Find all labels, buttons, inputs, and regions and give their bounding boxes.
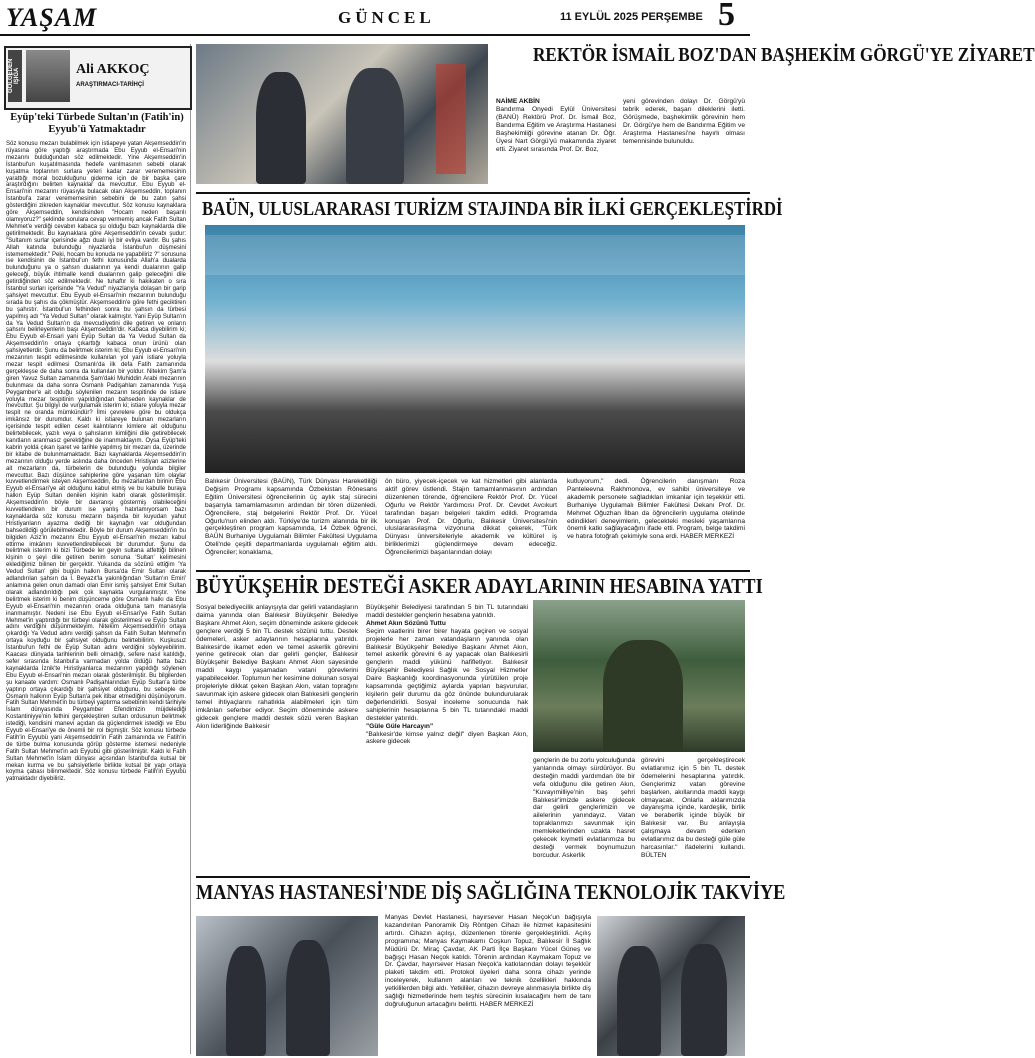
article2-text-c: kutluyorum," dedi. Öğrencilerin danışmanı Roza Pantelеevna Rakhmonova, ev sahibi üniversiteye ve akademik personele sağladıkları imkanlar için teşekkür etti. Burhaniye Uygulamalı Bilimler Fakültesi Dekanı Prof. Dr. Mehmet Oğuzhan İlban da öğrencilerin uygulama otelinde edindikleri deneyimlerin, gelecekteki mesleki yaşamlarına önemli katkı sağlayacağını ifade etti. Program, belge takdimi ve hatıra fotoğrafı çekimiyle sona erdi. HABER MERKEZİ [567, 478, 745, 541]
column-body: Söz konusu mezarı bulabilmek için istiареye yatan Akşemseddin'in rüyasına göre yaptığı araştırmada Ebu Eyyub el-Ensari'nin mezarını bulduğundan söz edilmektedir. Yine Akşemseddin'in İstanbul'un kuşatılmasında hedefe varılmasının sebebi olarak kuşatma toplarının surlara yeteri kadar zarar verememesinin yarattığı moral bozukluğunu giderme için de bir başka çare araştırdığını belirten kaynaklar da mevcuttur. Ebu Eyyub el-Ensari'nin mezarını rüyasıyla bulacak olan Akşemseddin, toplanın İstanbul'a zarar verememesinin sebebini de bu zatın şahsi gösterdiğini zikreden kaynaklar mevcuttur. Söz konusu kaynaklara göre Akşemseddin, kendisinden "Hocam neden başarılı olamıyoruz?" şeklinde sorulara cevap vermemiş ancak Fatih Sultan Mehmet'e verdiği cevabın kabaca şu olduğu bazı kaynaklarda dile getirilmektedir. Bu kaynaklara göre Akşemseddin'in cevabı şudur: "Sultanım surlar içerisinde ağzı dualı iyi bir evliya vardır. Bu şahıs Allah katında bulunduğu niyazlarda İstanbul'un düşmesini istememektedir." Peki, hocam bu konuda ne yapabiliriz ?" sorusuna ise kendisinin de İstanbul'un fethi konusunda Allah'a dualarda bulunduğunu ya o şahsın dualarının ya kendi dualarının galip geleceği, büyük ihtimalle kendi dualarının galip geleceğini dile getirdiğinden söz edilmektedir. Ne tuhaftır ki hakikaten o sıra İstanbul surları içerisinde "Ya Vedud" niyazlarıyla dolaşan bir garip şahsiyet mevcuttur. Ebu Eyyub el-Ensari'nin mezarının bulunduğu sırada bu şahıs da çökmüştür. Akşemseddin'e göre fethi geciktiren bu şahıstır. İstanbul'un fethinden sonra bu şahsın da türbesi yapılmış adı "Ya Vedud Sultan" olarak kalmıştır. Yani Eyüp Sultan'ın da Ya Vedud Sultan'ın da mevcudiyetini dile getiren ve onların şahsını belirleyenlerin başı Akşemseddin'dir. Kabaca diyebilirim ki; Ebu Eyyub el-Ensari yani Eyüp Sultan da Ya Vedud Sultan da Akşemseddin'in ortaya çıkarttığı kabaca onun ürünü olan şahsiyetlerdir. Şunu da belirtmek isterim ki; Ebu Eyyub el-Ensari'nin mezarının tespit edilmesinde kullanılan yol yani istiare yoluyla mezar tespit edilmesi Osmanlı'da ilk defa Fatih zamanında gerçekleşse de daha sonra da kullanılan bir yoldur. Nitekim Şam'a giren Yavuz Sultan zamanında Şam'daki Muhiddin Arabi mezarının bulunması da daha sonra Osmanlı Padişahları zamanında Yuşa Peygamber'e ait olduğu söylenilen mezarın tespitinde de istiare yoluyla mezar tespitinin yapıldığından bahseden kaynaklar de mevcuttur. Şu bilgiyi de vurgulamak isterim ki; istiare yoluyla mezar tespit ne oranda mümkündür? İlmi çevrelere göre bu oldukça imkânsız bir durumdur. Kaldı ki istiareye bulunan mezarların içerisinde tespit edilen ceset kalıntılarını kimlere ait olduğunu belirtebilecek, yazılı veya o şahıslarıın kimliğini dile getirebilecek kanıtların aranmasız gerektiğine de inanmaktayım. Oysa Eyüp'teki kabrin yoldá çıkan işaret ve tarihle yapılmış bir mezarı da, üzerinde bir kitabe de bulunmamaktadır. Bazı kaynaklarda Akşemseddin'in mezarının olduğu yerde aslında daha önceden Hristiyan azizlerine ait mezarların da, türbelerin de bulunduğu yolunda bilgiler mevcuttur. Bazı düşünce sahiplerine göre yaşanan tüm olaylar kuvvetlendirmek isteyen Akşemseddin, bu mezarlardan birinin Ebu Eyyub el-Ensari'ye ait olduğunu kabul etmiş ve bu kabulle buraya halkın Eyüp Sultan denilen kişinin kabri olarak gösterilmiştir. Akşemseddin'in böyle bir davranışı göstermiş olabileceğini kuvvetlendiren bir durum ise yanlış hatırlamıyorsam bazı kaynaklarda söz konusu mezarın başında bir kuyudan yahut Hristiyanların ayazma dediği bir kaynağın var olduğundan bahsedildiği görülebilmektedir. Böyle bir durum Akşemseddin'in bu bilgiden Aziz'in mezarını Ebu Eyyub el-Ensari'nin mezarı kabul ettirme imkânını kuvvetlendirebilecek bir durumdur. Şunu da belirtmek isterim ki bizi Türbede ler geyin sultana atfettiği bilinen kişinin o şeyi dile getiren benim sonuna 'Sultan' kelimesini eklediğimiz bilinen bir gerçektir. Yukarıda da sözünü ettiğim 'Ya Vedud Sultan' gibi bugün halkın Bursa'da Emir Sultan olarak adlandırılan şahsın da I. Beyazıt'la yakınlığından 'Sultan'ın Emiri' anlamına gelen onun damadı olan Emir ismiş şahsiyet Emir Sultan olarak adlandırıldığı pek çok kaynakta vurgulanmıştır. Yine belirtmek isterim ki benim düşünceme göre Osmanlı halkı da Ebu Eyyub el-Ensari'nin mezarının orada olduğuna tam manasıyla inanmamıştır. Nedeni ise Ebu Eyyub el-Ensari'ye Fatih Sultan Mehmet'in yaptırdığı bir türbeyi olarak gösterilmesi ve Eyüp Sultan adını verdiğini düşünmekteyim. Nitekim Akşemseddin'in ortaya çıkardığı Ya Vedud adını verdiği şahsın da Fatih Sultan Mehmet'in ortaya koyduğu bir şahsiyet olduğunu belirtebilirim. Kuşkusuz İstanbul'un fethi de Eyüp Sultan adını verdiğini söyleyebilirim. Kaacası dünyada tarihlerinin belli olmadığı, sefere nasıl katıldığı, sefer sırasında İstanbul'a varmadan yolda öldüğü hatta bazı kaynaklarda İznik'te Hıristiyanlarca mezarının yapıldığı söylenen Ebu Eyyub el-Ensari'nin mezarı olarak gösterilmiştir. Bu bilgilerden şu kanaate vardım: Osmanlı Padişahlarından Eyüp Sultan'a türbe yaptırıp ortaya çıkardığı bir şahsiyet olduğunu, bu sebeple de Osmanlı halkının Eyüp Sultan'a pek itibar etmediğini düşünüyorum. Fatih Sultan Mehmet'in bu türbeyi yaptırma sebebinin kendi tarihiyle İslam dünyasında Peygamber Efendimizin müjdelediği Kostantiniyye'nin fethini gerçekleştiren sultan ordusunun belirtmek istediği, kendisini manevi açıdan da güçlendirmek istediği ve Ebu Eyyub el-Ensari'ye de önemli bir rol biçmiştir. Söz konusu türbede Fatih'in Eyyubü yani Akşemseddin'in Fatih zamanında ve Fatih'in de türbe bulma konusunda görüp gösterme istemesi nedeniyle Fatih Sultan Mehmet'in adı Eyyubü gibi gösterilmiştir. Kaldı ki Fatih Sultan Mehmet'in İslam dünyası açısından İstanbul'da kutsal bir mekan kurma ve bu şahsiyetlerle birlikte kutsal bir yapı ortaya koyma çabası bilinmektedir. Söz konusu türbede Fatih'in Eyyubü yatmaktadır diyebiliriz. [6, 141, 186, 783]
article3-subhead-b: Ahmet Akın Sözünü Tuttu [366, 619, 446, 627]
author-photo [26, 50, 70, 102]
article3-subhead-b2: "Güle Güle Harcayın" [366, 722, 434, 730]
hospital-ceremony-photo [196, 916, 378, 1056]
article3-text-a: Sosyal belediyecilik anlayışıyla dar gelirli vatandaşların daima yanında olan Balıkesir Büyükşehir Belediye Başkanı Ahmet Akın, seçim döneminde askere gidecek gençlere verdiği 5 bin TL destek sözünü tuttu. Destek ödemeleri, asker adaylarının hesaplarına yatırıldı. Balıkesir'de ikamet eden ve temel askerlik görevini yerine getirecek olan dar gelirli gençler, Balıkesir Büyükşehir Belediye Başkanı Ahmet Akın sayesinde maddi kaygı yaşamadan vatani görevlerini yapabilecekler. Toplumun her kesimine dokunan sosyal projeleriyle dikkat çeken Başkan Akın, vatan toprağını savunmak için askere gidecek olan Balıkesirli gençlerin temel ihtiyaçlarını rahatlıkla alabilmeleri için tüm imkânları seferber ediyor. Seçim döneminde askere gidecek gençlere maddi destek sözü veren Başkan Akın liderliğinde Balıkesir [196, 604, 358, 730]
column-tag: GÖLGEDEN IŞIĞA [8, 50, 22, 102]
article3-text-b: Büyükşehir Belediyesi tarafından 5 bin TL tutarındaki maddi destekler gençlerin hesabına yatırıldı. [366, 604, 528, 619]
article1-text-b: yeni görevinden dolayı Dr. Görgü'yü tebrik ederek, başarı dileklerini iletti. Görüşmede, başhekimlik görevinin hem Dr. Görgü'ye hem de Bandırma Eğitim ve Araştırma Hastanesi'ne hayırlı olması temennisinde bulunuldu. [623, 98, 745, 145]
article1-byline: NAİME AKBİN [496, 98, 540, 105]
rector-visit-photo [196, 44, 488, 184]
soldier-salute-photo [533, 600, 745, 752]
article4-text: Manyas Devlet Hastanesi, hayırsever Hasan Neçok'un bağışıyla kazandırılan Panoramik Diş Röntgen Cihazı ile hizmet kapasitesini artırdı. Cihazın açılışı, düzenlenen törenle gerçekleştirildi. Açılış programına; Manyas Kaymakamı Coşkun Topuz, Balıkesir İl Sağlık Müdürü Dr. Miraç Çavdar, AK Parti İlçe Başkanı Yücel Güneş ve bağışçı Hasan Neçok katıldı. Törenin ardından Kaymakam Topuz ve Dr. Çavdar, hayırsever Hasan Neçok'a katkılarından dolayı teşekkür plaketi takdim etti. Protokol üyeleri daha sonra cihazı yerinde inceleyerek, kullanım alanları ve teknik özellikleri hakkında yetkililerden bilgi aldı. Yetkililer, cihazın devreye alınmasıyla birlikte diş sağlığı hizmetlerinde hem teşhis sürecinin kısalacağını hem de tanı doğruluğunun artacağını belirtti. HABER MERKEZİ [385, 914, 591, 1008]
article3-text-b2: Seçim vaatlerini birer birer hayata geçiren ve sosyal projelerle her zaman vatandaşların yanında olan Balıkesir Büyükşehir Belediye Başkanı Ahmet Akın, temel askerlik görevini 6 ay yapacak olan Balıkesirli gençlerin maddi yükünü hafifletiyor. Balıkesir Büyükşehir Belediyesi Sağlık ve Sosyal Hizmetler Daire Başkanlığı koordinasyonunda yürütülen proje kapsamında geçtiğimiz aylarda yapılan başvurular, kişilerin gelir durumu da göz önünde bulundurularak değerlendirildi. Sosyal inceleme sonucunda hak sahiplerinin hesaplarına 5 bin TL tutarındaki maddi destekler yatırıldı. [366, 627, 528, 722]
section-title: GÜNCEL [338, 8, 435, 27]
issue-date: 11 EYLÜL 2025 PERŞEMBE [560, 11, 703, 23]
article1-text-a: Bandırma Onyedi Eylül Üniversitesi (BANÜ) Rektörü Prof. Dr. İsmail Boz, Bandırma Eğitim ve Araştırma Hastanesi Başhekimliği görevine atanan Dr. Öğr. Üyesi Nart Görgü'yü makamında ziyaret etti. Ziyaret sırasında Prof. Dr. Boz, [496, 106, 616, 153]
article3-col-b [366, 604, 528, 870]
column-title: Eyüp'teki Türbede Sultan'ın (Fatih'in) Eyyub'ü Yatmaktadır [10, 112, 184, 135]
article2-text-b: ön büro, yiyecek-içecek ve kat hizmetleri gibi alanlarda aktif görev üstlendi. Stajın tamamlanmasının ardından düzenlenen törende, öğrencilere Rektör Prof. Dr. Yücel Oğurlu ve Rektör Yardımcısı Prof. Dr. Cevdet Avcıkurt tarafından başarı belgeleri takdim edildi. Programda konuşan Prof. Dr. Oğurlu, Balıkesir Üniversitesi'nin uluslararasılaşma vizyonuna dikkat çekerek, "Türk Dünyası üniversiteleriyle akademik ve kültürel iş birliklerimizi güçlendirmeye devam edeceğiz. Öğrencilerimizi başarılarından dolayı [385, 478, 557, 557]
newspaper-logo: YAŞAM [6, 3, 98, 32]
author-role: ARAŞTIRMACI-TARİHÇİ [76, 82, 144, 88]
article2-text-a: Balıkesir Üniversitesi (BAÜN), Türk Dünyası Hareketliliği Değişim Programı kapsamında Özbekistan Rönesans Eğitim Üniversitesi öğrencilerinin üç aylık staj sürecini başarıyla tamamlamasının ardından bir tören düzenledi. Öğrencilere, staj belgelerini Rektör Prof. Dr. Yücel Oğurlu'nun elinden aldı. Türkiye'de turizm alanında bir ilk gerçekleştiren program kapsamında, 14 Özbek öğrenci, BAÜN Burhaniye Uygulamalı Bilimler Fakültesi Uygulama Oteli'nde çeşitli departmanlarda uygulamalı eğitim aldı. Öğrenciler; konaklama, [205, 478, 377, 557]
article2-headline: BAÜN, ULUSLARARASI TURİZM STAJINDA BİR İLKİ GERÇEKLEŞTİRDİ [202, 198, 783, 220]
article3-headline: BÜYÜKŞEHİR DESTEĞİ ASKER ADAYLARININ HESABINA YATTI [196, 574, 763, 598]
article2-top-rule [196, 192, 750, 194]
article3-text-b3: "Balıkesir'de kimse yalnız değil" diyen Başkan Akın, askere gidecek [366, 730, 528, 746]
article3-text-d: görevini gerçekleştirecek evlatlarımız için 5 bin TL destek ödemelerini hesaplarına yatırdık. Gençlerimiz vatan görevine başlarken, akıllarında maddi kaygı olmayacak. Onlarla aklarımızda dayanışma içinde, kardeşlik, birlik ve beraberlik içinde büyük bir Balıkesir var. Bu anlayışla çalışmaya devam ederken evlatlarımız da bu desteği güle güle harcasınlar." ifadelerini kullandı. BÜLTEN [641, 757, 745, 859]
page-number: 5 [718, 0, 735, 33]
plaque-presentation-photo [597, 916, 745, 1056]
internship-ceremony-photo [205, 225, 745, 473]
article3-text-c: gençlerin de bu zorlu yolculuğunda yanlarında olmayı sürdürüyor. Bu desteğin maddi yardımdan öte bir vefa olduğunu dile getiren Akın, "Kuvayımilliye'nin baş şehri Balıkesir'imizde askere gidecek dar gelirli gençlerimizin ve ailelerinin yanındayız. Vatan topraklarımızı savunmak için memleketlerinden uzakta hasret çekecek kıymetli evlatlarımıza bu desteği vermek boynumuzun borcudur. Askerlik [533, 757, 635, 859]
author-name: Ali AKKOÇ [76, 62, 150, 77]
article1-headline: REKTÖR İSMAİL BOZ'DAN BAŞHEKİM GÖRGÜ'YE ZİYARET [533, 44, 1035, 66]
article3-top-rule [196, 570, 750, 572]
article4-headline: MANYAS HASTANESİ'NDE DİŞ SAĞLIĞINA TEKNOLOJİK TAKVİYE [196, 880, 786, 904]
article4-top-rule [196, 876, 750, 878]
